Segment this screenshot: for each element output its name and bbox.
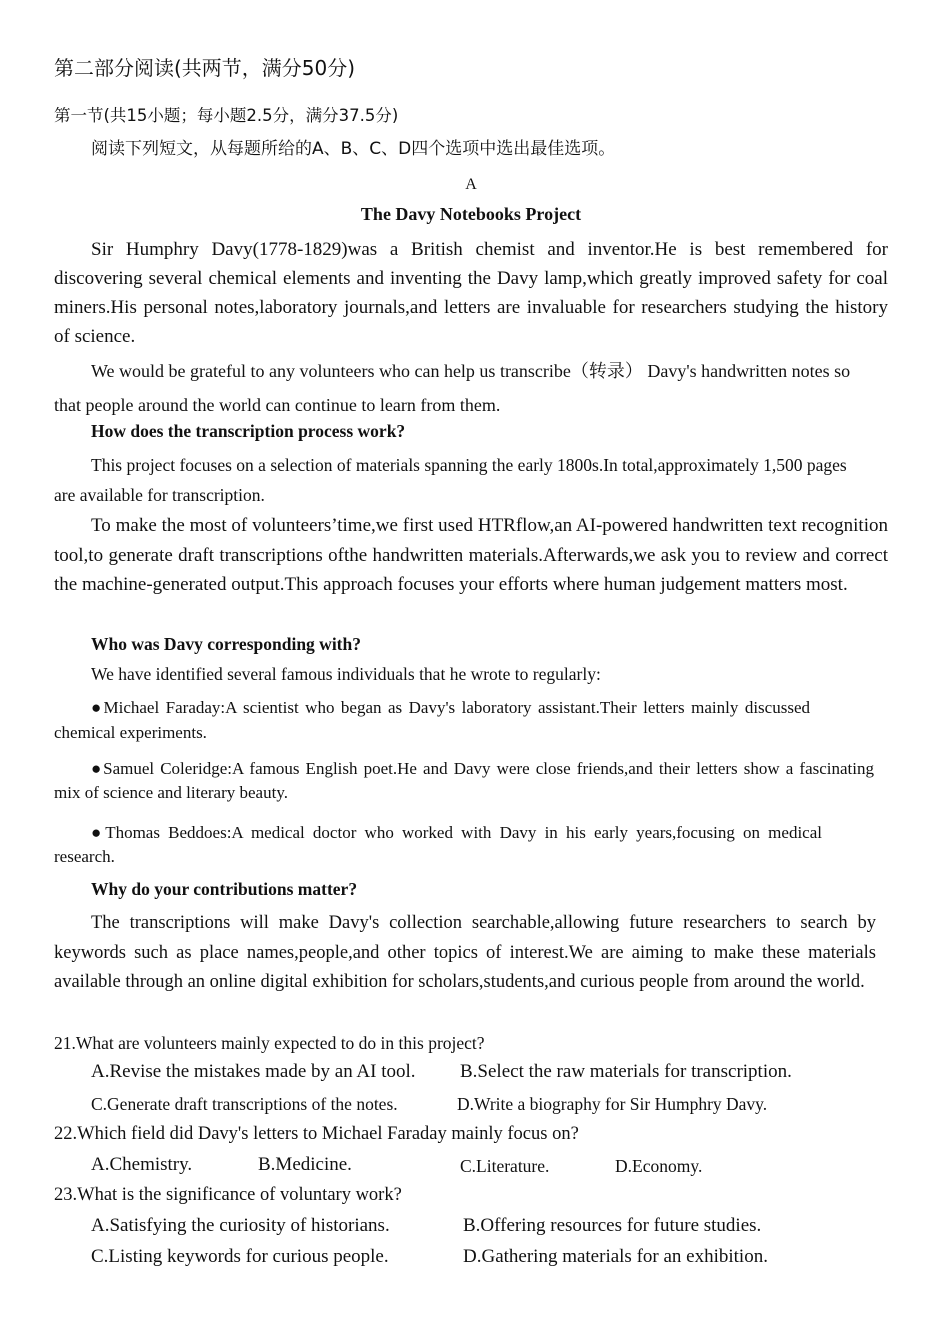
question-22-option-b[interactable]: B.Medicine.	[258, 1154, 352, 1175]
question-21-option-d[interactable]: D.Write a biography for Sir Humphry Davy.	[457, 1094, 768, 1114]
question-23-option-b[interactable]: B.Offering resources for future studies.	[463, 1215, 762, 1236]
passage-title: The Davy Notebooks Project	[360, 204, 582, 224]
instruction-text: 阅读下列短文，从每题所给的A、B、C、D四个选项中选出最佳选项。	[91, 139, 616, 159]
paragraph-volunteers: We would be grateful to any volunteers who can help us transcribe（转录） Davy's handwritten notes so that people around the world can continue to learn from them.	[54, 361, 851, 415]
question-23-option-c[interactable]: C.Listing keywords for curious people.	[91, 1246, 389, 1267]
paragraph-correspondents: We have identified several famous individuals that he wrote to regularly:	[91, 664, 601, 684]
bullet-beddoes: ●Thomas Beddoes:A medical doctor who worked with Davy in his early years,focusing on medical research.	[54, 823, 822, 866]
question-21-option-a[interactable]: A.Revise the mistakes made by an AI tool.	[91, 1061, 416, 1082]
paragraph-intro: Sir Humphry Davy(1778-1829)was a British chemist and inventor.He is best remembered for discovering several chemical elements and inventing the Davy lamp,which greatly improved safety for coal miners.His personal notes,laboratory journals,and letters are invaluable for researchers studying the history of science.	[54, 239, 888, 347]
question-22-option-d[interactable]: D.Economy.	[615, 1156, 703, 1176]
question-22-stem: 22.Which field did Davy's letters to Michael Faraday mainly focus on?	[54, 1124, 579, 1144]
question-23-option-d[interactable]: D.Gathering materials for an exhibition.	[463, 1246, 768, 1267]
question-22-option-c[interactable]: C.Literature.	[460, 1156, 550, 1176]
bullet-faraday: ●Michael Faraday:A scientist who began as Davy's laboratory assistant.Their letters mainly discussed chemical experiments.	[54, 698, 810, 742]
question-23-stem: 23.What is the significance of voluntary work?	[54, 1185, 402, 1205]
question-23-option-a[interactable]: A.Satisfying the curiosity of historians.	[91, 1215, 390, 1236]
bullet-coleridge: ●Samuel Coleridge:A famous English poet.He and Davy were close friends,and their letters show a fascinating mix of science and literary beauty.	[54, 759, 874, 802]
question-21-option-b[interactable]: B.Select the raw materials for transcription.	[460, 1061, 792, 1082]
section-title: 第二部分阅读(共两节，满分50分)	[54, 56, 356, 80]
question-21-stem: 21.What are volunteers mainly expected to do in this project?	[54, 1033, 485, 1053]
subsection-title: 第一节(共15小题；每小题2.5分，满分37.5分)	[54, 106, 399, 125]
heading-contributions: Why do your contributions matter?	[91, 879, 358, 899]
question-21-option-c[interactable]: C.Generate draft transcriptions of the notes.	[91, 1094, 398, 1114]
passage-label: A	[465, 176, 477, 193]
question-22-option-a[interactable]: A.Chemistry.	[91, 1154, 193, 1175]
paragraph-significance: The transcriptions will make Davy's collection searchable,allowing future researchers to search by keywords such as place names,people,and other topics of interest.We are aiming to make these materials available through an online digital exhibition for scholars,students,and curious people from around the world.	[54, 913, 876, 992]
heading-correspondents: Who was Davy corresponding with?	[91, 634, 361, 654]
paragraph-scope: This project focuses on a selection of materials spanning the early 1800s.In total,approximately 1,500 pages are available for transcription.	[54, 455, 847, 505]
paragraph-method: To make the most of volunteers’time,we first used HTRflow,an AI-powered handwritten text recognition tool,to generate draft transcriptions ofthe handwritten materials.Afterwards,we ask you to review and correct the machine-generated output.This approach focuses your efforts where human judgement matters most.	[54, 515, 888, 595]
heading-process: How does the transcription process work?	[91, 421, 406, 441]
